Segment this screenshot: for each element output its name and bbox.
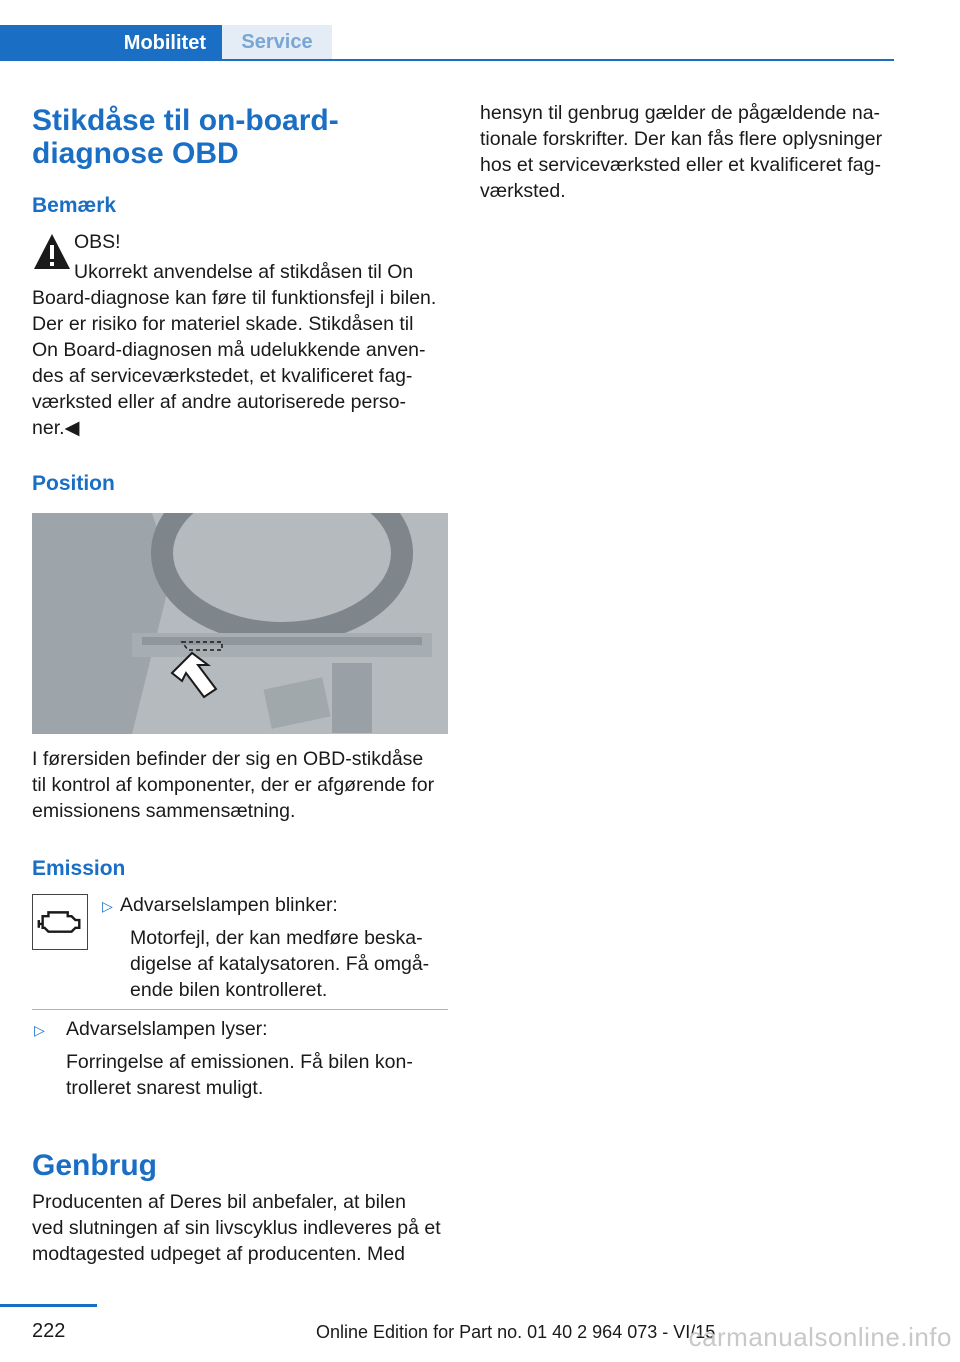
item2-title: ▷ Advarselslampen lyser: (32, 1016, 448, 1043)
recycling-text-cont: værksted. (480, 180, 566, 202)
item1-body: digelse af katalysatoren. Få omgå- (130, 953, 430, 975)
emission-heading: Emission (32, 857, 126, 880)
emission-list (32, 892, 448, 1101)
check-engine-icon (32, 894, 88, 950)
note-heading: Bemærk (32, 194, 117, 217)
recycling-text: Producenten af Deres bil anbefaler, at bilen (32, 1191, 406, 1213)
position-text: emissionens sammensætning. (32, 800, 296, 822)
warning-triangle-icon (32, 232, 72, 272)
warning-text: værksted eller af andre autoriserede perso- (32, 391, 406, 413)
recycling-text: ved slutningen af sin livscyklus indleveres på et (32, 1217, 441, 1239)
item2-body: Forringelse af emissionen. Få bilen kon- (66, 1051, 413, 1073)
section-title-obd: Stikdåse til on-board- diagnose OBD (32, 104, 339, 170)
triangle-bullet-icon: ▷ (102, 898, 113, 914)
edition-text: Online Edition for Part no. 01 40 2 964 073 - VI/15 (316, 1322, 716, 1342)
warning-text: des af serviceværkstedet, et kvalificeret fag- (32, 365, 413, 387)
page-number: 222 (32, 1320, 66, 1342)
dashboard-illustration (32, 513, 448, 734)
header-tabs (0, 25, 894, 61)
item1-body: ende bilen kontrolleret. (130, 979, 328, 1001)
position-text: I førersiden befinder der sig en OBD-stikdåse (32, 748, 424, 770)
list-item (32, 892, 448, 1010)
item1-body: Motorfejl, der kan medføre beska- (130, 927, 423, 949)
list-divider (32, 1009, 448, 1010)
list-item (32, 1016, 448, 1101)
warning-text: ner.◀ (32, 417, 80, 439)
watermark: carmanualsonline.info (688, 1322, 952, 1352)
tab-service-label: Service (241, 30, 313, 53)
position-text: til kontrol af komponenter, der er afgørende for (32, 774, 435, 796)
header-rule (0, 59, 894, 61)
item2-body: trolleret snarest muligt. (66, 1077, 264, 1099)
warning-text: Board-diagnose kan føre til funktionsfejl i bilen. (32, 287, 437, 309)
triangle-bullet-icon: ▷ (34, 1022, 45, 1038)
recycling-text-cont: hos et serviceværksted eller et kvalificeret fag- (480, 154, 881, 176)
warning-text: Ukorrekt anvendelse af stikdåsen til On (74, 261, 414, 283)
tab-mobilitet[interactable] (0, 25, 222, 61)
left-column (32, 100, 448, 1267)
warning-label: OBS! (74, 231, 121, 253)
warning-text: On Board-diagnosen må udelukkende anven- (32, 339, 426, 361)
tab-service[interactable] (222, 25, 332, 59)
right-column (480, 100, 894, 204)
tab-mobilitet-label: Mobilitet (123, 31, 206, 54)
obd-location-figure (32, 513, 448, 734)
warning-text: Der er risiko for materiel skade. Stikdåsen til (32, 313, 414, 335)
section-title-genbrug: Genbrug (32, 1149, 157, 1182)
recycling-text-cont: hensyn til genbrug gælder de pågældende na- (480, 102, 881, 124)
page-number-rule (0, 1304, 97, 1307)
warning-block (32, 229, 448, 441)
recycling-text-cont: tionale forskrifter. Der kan fås flere oplysninger (480, 128, 883, 150)
item1-title: ▷ Advarselslampen blinker: (102, 892, 448, 919)
position-heading: Position (32, 472, 115, 495)
recycling-text: modtagested udpeget af producenten. Med (32, 1243, 405, 1265)
